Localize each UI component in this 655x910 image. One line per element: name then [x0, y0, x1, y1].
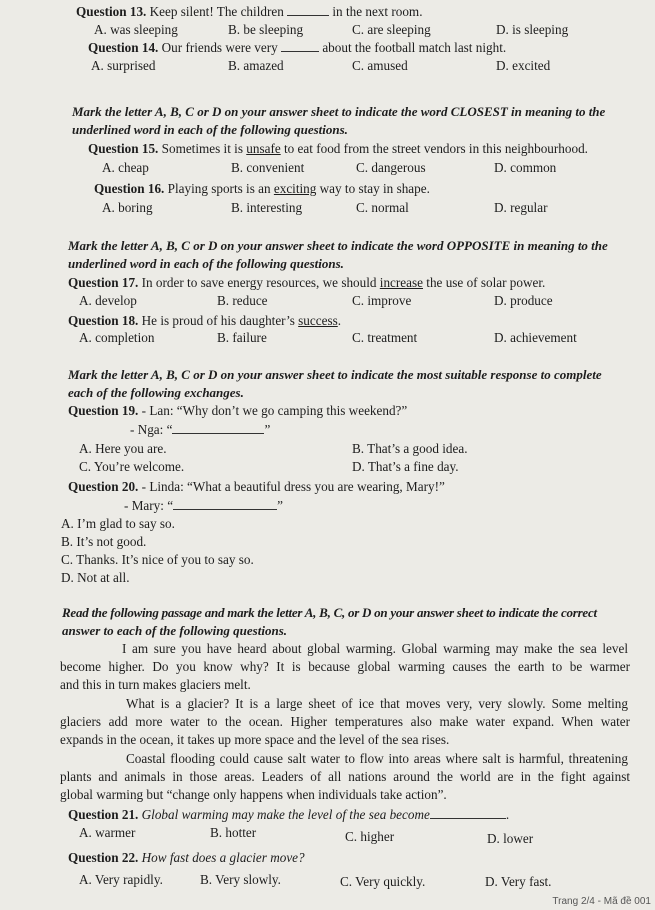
option-b: B. It’s not good.	[61, 534, 147, 549]
question-number: Question 17.	[68, 275, 139, 290]
option-c: C. improve	[352, 293, 412, 308]
instruction-closest-2: underlined word in each of the following questions.	[72, 122, 348, 137]
dialogue-line: - Linda: “What a beautiful dress you are wearing, Mary!”	[141, 479, 445, 494]
answer-blank	[173, 498, 277, 510]
question-text: He is proud of his daughter’s	[141, 313, 295, 328]
speaker: - Mary: “	[124, 498, 174, 513]
option-d: D. produce	[494, 293, 553, 308]
underlined-word: unsafe	[246, 141, 281, 156]
question-number: Question 16.	[94, 181, 165, 196]
passage-line-6: expands in the ocean, it takes up more space and the level of the sea rises.	[60, 732, 450, 747]
instruction-opposite: Mark the letter A, B, C or D on your answer sheet to indicate the word OPPOSITE in meaning to the	[68, 238, 608, 253]
answer-blank	[430, 807, 506, 819]
passage-line: Coastal flooding could cause salt water to flow into areas where salt is harmful, threatening	[126, 751, 628, 766]
option-b: B. Very slowly.	[200, 872, 281, 887]
question-number: Question 20.	[68, 479, 139, 494]
option-c: C. amused	[352, 58, 408, 73]
question-number: Question 13.	[76, 4, 147, 19]
option-a: A. I’m glad to say so.	[61, 516, 175, 531]
option-c: C. Thanks. It’s nice of you to say so.	[61, 552, 254, 567]
question-20	[68, 479, 445, 495]
question-number: Question 22.	[68, 850, 139, 865]
instruction-reading: Read the following passage and mark the letter A, B, C, or D on your answer sheet to indicate the correct	[62, 605, 597, 620]
question-text: Playing sports is an	[167, 181, 271, 196]
option-c: C. higher	[345, 829, 395, 844]
question-text: Sometimes it is	[161, 141, 243, 156]
answer-blank	[287, 4, 329, 16]
option-b: B. interesting	[231, 200, 303, 215]
question-text: to eat food from the street vendors in this neighbourhood.	[283, 141, 588, 156]
option-d: D. Very fast.	[485, 874, 552, 889]
instruction-response: Mark the letter A, B, C or D on your answer sheet to indicate the most suitable response to complete	[68, 367, 602, 382]
passage-line-9: global warming but “change only happens when individuals take action”.	[60, 787, 447, 802]
closing-quote: ”	[264, 422, 271, 437]
question-number: Question 15.	[88, 141, 159, 156]
option-b: B. convenient	[231, 160, 305, 175]
question-text: Our friends were very	[161, 40, 278, 55]
dialogue-line: - Lan: “Why don’t we go camping this weekend?”	[141, 403, 408, 418]
question-16	[94, 181, 430, 197]
passage-line: plants and animals in those areas. Leaders of all nations around the world are in the fight against	[60, 769, 630, 784]
question-22	[68, 850, 305, 866]
option-a: A. was sleeping	[94, 22, 178, 37]
option-c: C. treatment	[352, 330, 418, 345]
answer-blank	[281, 40, 319, 52]
dialogue-response	[124, 498, 283, 514]
question-number: Question 14.	[88, 40, 159, 55]
option-a: A. boring	[102, 200, 153, 215]
question-text: Keep silent! The children	[149, 4, 284, 19]
question-text: way to stay in shape.	[319, 181, 430, 196]
question-number: Question 21.	[68, 807, 139, 822]
option-d: D. achievement	[494, 330, 577, 345]
option-c: C. dangerous	[356, 160, 426, 175]
question-19	[68, 403, 407, 419]
option-d: D. That’s a fine day.	[352, 459, 459, 474]
option-b: B. That’s a good idea.	[352, 441, 468, 456]
question-text: In order to save energy resources, we should	[141, 275, 377, 290]
page-footer: Trang 2/4 - Mã đề 001	[552, 896, 651, 907]
option-a: A. develop	[79, 293, 137, 308]
passage-line: I am sure you have heard about global warming. Global warming may make the sea level	[122, 641, 628, 656]
option-d: D. excited	[496, 58, 551, 73]
question-end: .	[505, 807, 510, 822]
question-number: Question 19.	[68, 403, 139, 418]
answer-blank	[172, 422, 264, 434]
passage-line: What is a glacier? It is a large sheet of ice that moves very, very slowly. Some melting	[126, 696, 628, 711]
question-text: Global warming may make the level of the sea become	[141, 807, 430, 822]
option-a: A. completion	[79, 330, 155, 345]
option-a: A. warmer	[79, 825, 136, 840]
question-15	[88, 141, 588, 157]
option-b: B. amazed	[228, 58, 284, 73]
question-text: in the next room.	[332, 4, 423, 19]
underlined-word: increase	[379, 275, 423, 290]
closing-quote: ”	[277, 498, 283, 513]
instruction-closest: Mark the letter A, B, C or D on your answer sheet to indicate the word CLOSEST in meaning to the	[72, 104, 606, 119]
question-17	[68, 275, 545, 291]
question-text: about the football match last night.	[322, 40, 507, 55]
option-d: D. regular	[494, 200, 548, 215]
question-14	[88, 40, 506, 56]
question-21	[68, 807, 509, 823]
option-a: A. Here you are.	[79, 441, 167, 456]
question-text: .	[337, 313, 342, 328]
passage-line: glaciers add more water to the ocean. Higher temperatures also make water expand. When water	[60, 714, 630, 729]
option-d: D. Not at all.	[61, 570, 130, 585]
instruction-reading-2: answer to each of the following questions.	[62, 623, 287, 638]
question-13	[76, 4, 423, 20]
option-b: B. hotter	[210, 825, 257, 840]
option-a: A. cheap	[102, 160, 149, 175]
question-18	[68, 313, 341, 329]
option-c: C. normal	[356, 200, 409, 215]
option-b: B. reduce	[217, 293, 268, 308]
passage-line: become higher. Do you know why? It is because global warming causes the earth to be warmer	[60, 659, 630, 674]
option-b: B. failure	[217, 330, 267, 345]
option-d: D. is sleeping	[496, 22, 569, 37]
option-c: C. are sleeping	[352, 22, 431, 37]
instruction-response-2: each of the following exchanges.	[68, 385, 244, 400]
option-b: B. be sleeping	[228, 22, 304, 37]
speaker: - Nga: “	[130, 422, 173, 437]
option-d: D. lower	[487, 831, 534, 846]
underlined-word: success	[298, 313, 338, 328]
option-c: C. You’re welcome.	[79, 459, 185, 474]
question-text: How fast does a glacier move?	[141, 850, 305, 865]
option-a: A. surprised	[91, 58, 156, 73]
dialogue-response	[130, 422, 270, 438]
instruction-opposite-2: underlined word in each of the following questions.	[68, 256, 344, 271]
option-d: D. common	[494, 160, 557, 175]
underlined-word: exciting	[273, 181, 317, 196]
question-number: Question 18.	[68, 313, 139, 328]
option-a: A. Very rapidly.	[79, 872, 163, 887]
question-text: the use of solar power.	[426, 275, 546, 290]
option-c: C. Very quickly.	[340, 874, 426, 889]
passage-line-3: and this in turn makes glaciers melt.	[60, 677, 251, 692]
